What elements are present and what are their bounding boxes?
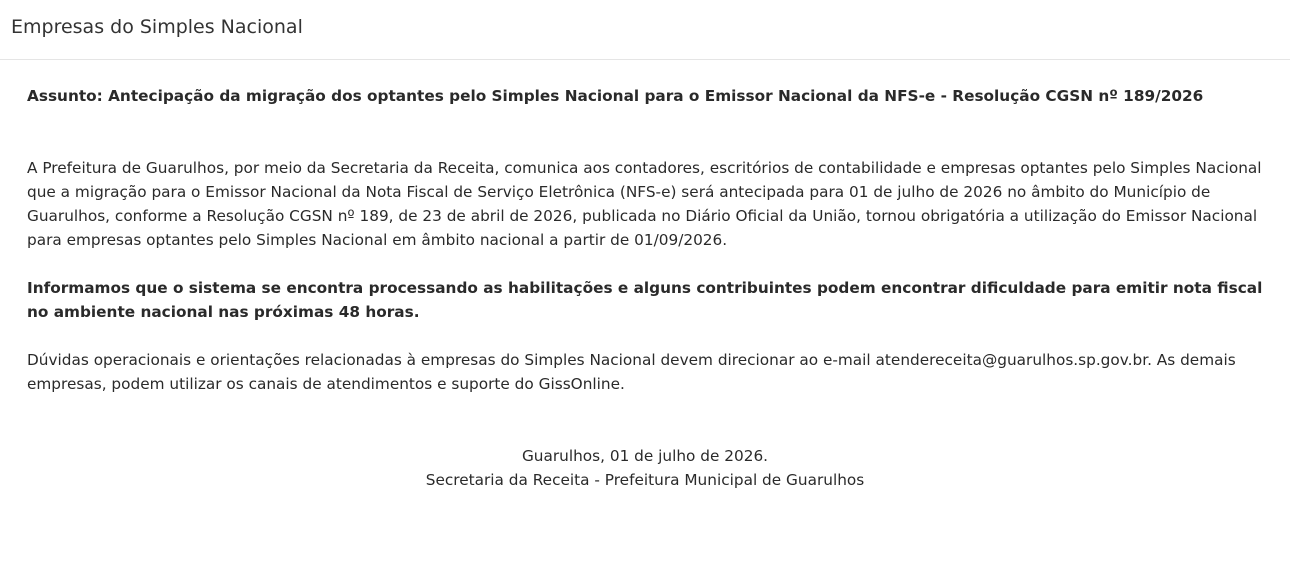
notice-paragraph-migration: A Prefeitura de Guarulhos, por meio da Secretaria da Receita, comunica aos contadores, escritórios de contabilidade e empresas optantes pelo Simples Nacional que a migração para o Emissor Nacional da Nota Fiscal de Serviço Eletrônica (NFS-e) será antecipada para 01 de julho de 2026 no âmbito do Município de Guarulhos, conforme a Resolução CGSN nº 189, de 23 de abril de 2026, publicada no Diário Oficial da União, tornou obrigatória a utilização do Emissor Nacional para empresas optantes pelo Simples Nacional em âmbito nacional a partir de 01/09/2026. bbox=[27, 159, 1262, 249]
notice-body bbox=[27, 84, 1263, 492]
modal-header bbox=[0, 0, 1290, 60]
signature-date: Guarulhos, 01 de julho de 2026. bbox=[521, 447, 769, 465]
notice-paragraph-contact: Dúvidas operacionais e orientações relacionadas à empresas do Simples Nacional devem direcionar ao e-mail atendereceita@guarulhos.sp.gov.br. As demais empresas, podem utilizar os canais de atendimentos e suporte do GissOnline. bbox=[27, 351, 1236, 393]
notice-signature bbox=[27, 444, 1263, 492]
notice-subject: Assunto: Antecipação da migração dos optantes pelo Simples Nacional para o Emissor Nacional da NFS-e - Resolução CGSN nº 189/2026 bbox=[27, 87, 1204, 105]
signature-organization: Secretaria da Receita - Prefeitura Municipal de Guarulhos bbox=[425, 471, 865, 489]
notice-paragraph-processing: Informamos que o sistema se encontra processando as habilitações e alguns contribuintes podem encontrar dificuldade para emitir nota fiscal no ambiente nacional nas próximas 48 horas. bbox=[27, 279, 1263, 321]
modal-title: Empresas do Simples Nacional bbox=[11, 16, 303, 38]
